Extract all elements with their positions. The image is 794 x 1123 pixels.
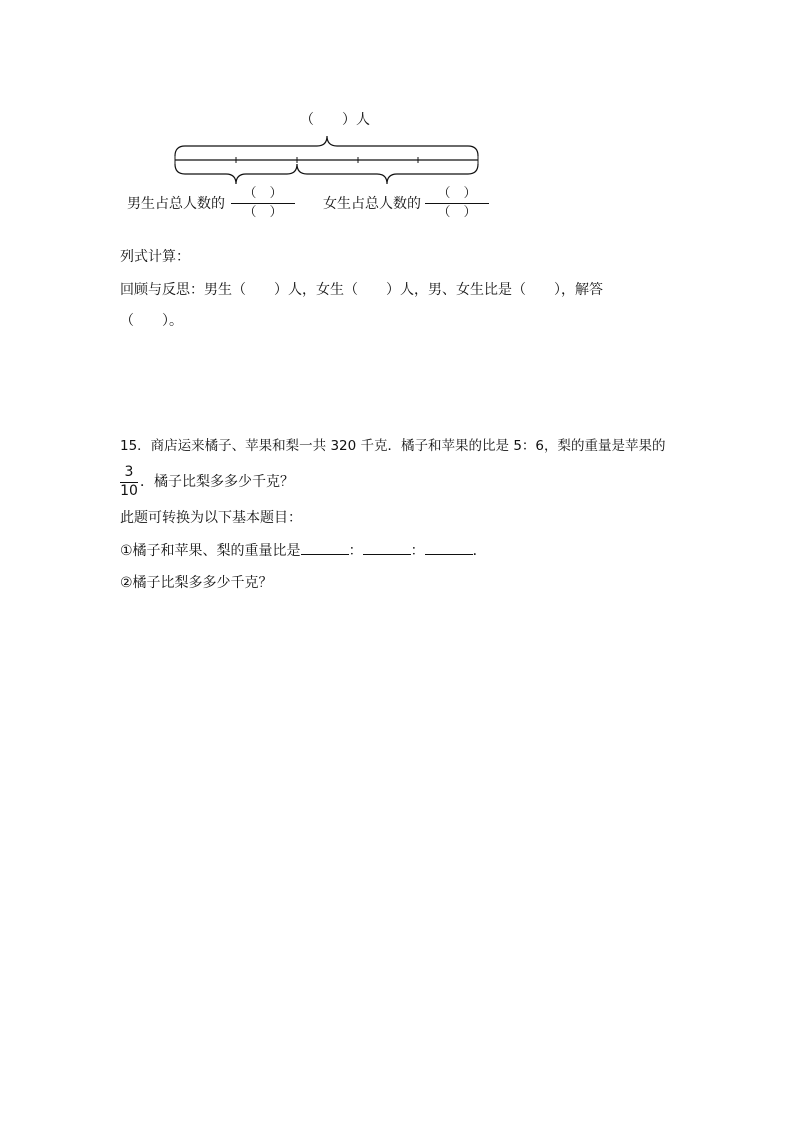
sub-question-2: ②橘子比梨多多少千克？ [120, 575, 273, 591]
three-tenths-fraction [118, 465, 140, 499]
fraction-bar [425, 203, 489, 204]
convert-intro: 此题可转换为以下基本题目： [120, 510, 302, 526]
top-brace [175, 136, 478, 156]
ratio-colon: ： [410, 543, 425, 559]
ratio-colon: ： [348, 543, 363, 559]
total-people-label: （ ）人 [300, 112, 370, 128]
girls-numerator: （ ） [437, 186, 477, 201]
problem-15-text: 15．商店运来橘子、苹果和梨一共 320 千克．橘子和苹果的比是 5：6，梨的重量是苹果的 [120, 438, 666, 454]
boys-fraction-label: 男生占总人数的 [127, 196, 225, 212]
sub-question-1-end: ． [472, 543, 487, 559]
fraction-denominator: 10 [120, 483, 138, 499]
answer-blank-3[interactable] [425, 542, 473, 555]
list-calc-heading: 列式计算： [120, 249, 190, 265]
answer-blank-1[interactable] [301, 542, 349, 555]
sub-question-1 [120, 542, 487, 559]
boys-denominator: （ ） [243, 205, 283, 220]
reflection-line-1: 回顾与反思：男生（ ）人，女生（ ）人，男、女生比是（ ），解答 [120, 282, 603, 298]
girls-fraction [425, 187, 489, 221]
boys-brace [175, 164, 297, 184]
boys-fraction [231, 187, 295, 221]
girls-fraction-label: 女生占总人数的 [323, 196, 421, 212]
girls-brace [297, 164, 478, 184]
segment-diagram [170, 128, 486, 188]
answer-blank-2[interactable] [363, 542, 411, 555]
fraction-bar [231, 203, 295, 204]
girls-denominator: （ ） [437, 205, 477, 220]
boys-numerator: （ ） [243, 186, 283, 201]
reflection-line-2: （ ）。 [120, 313, 183, 329]
sub-question-1-text: ①橘子和苹果、梨的重量比是 [120, 543, 301, 559]
fraction-numerator: 3 [124, 464, 134, 480]
problem-15-question: ．橘子比梨多多少千克？ [140, 474, 294, 490]
